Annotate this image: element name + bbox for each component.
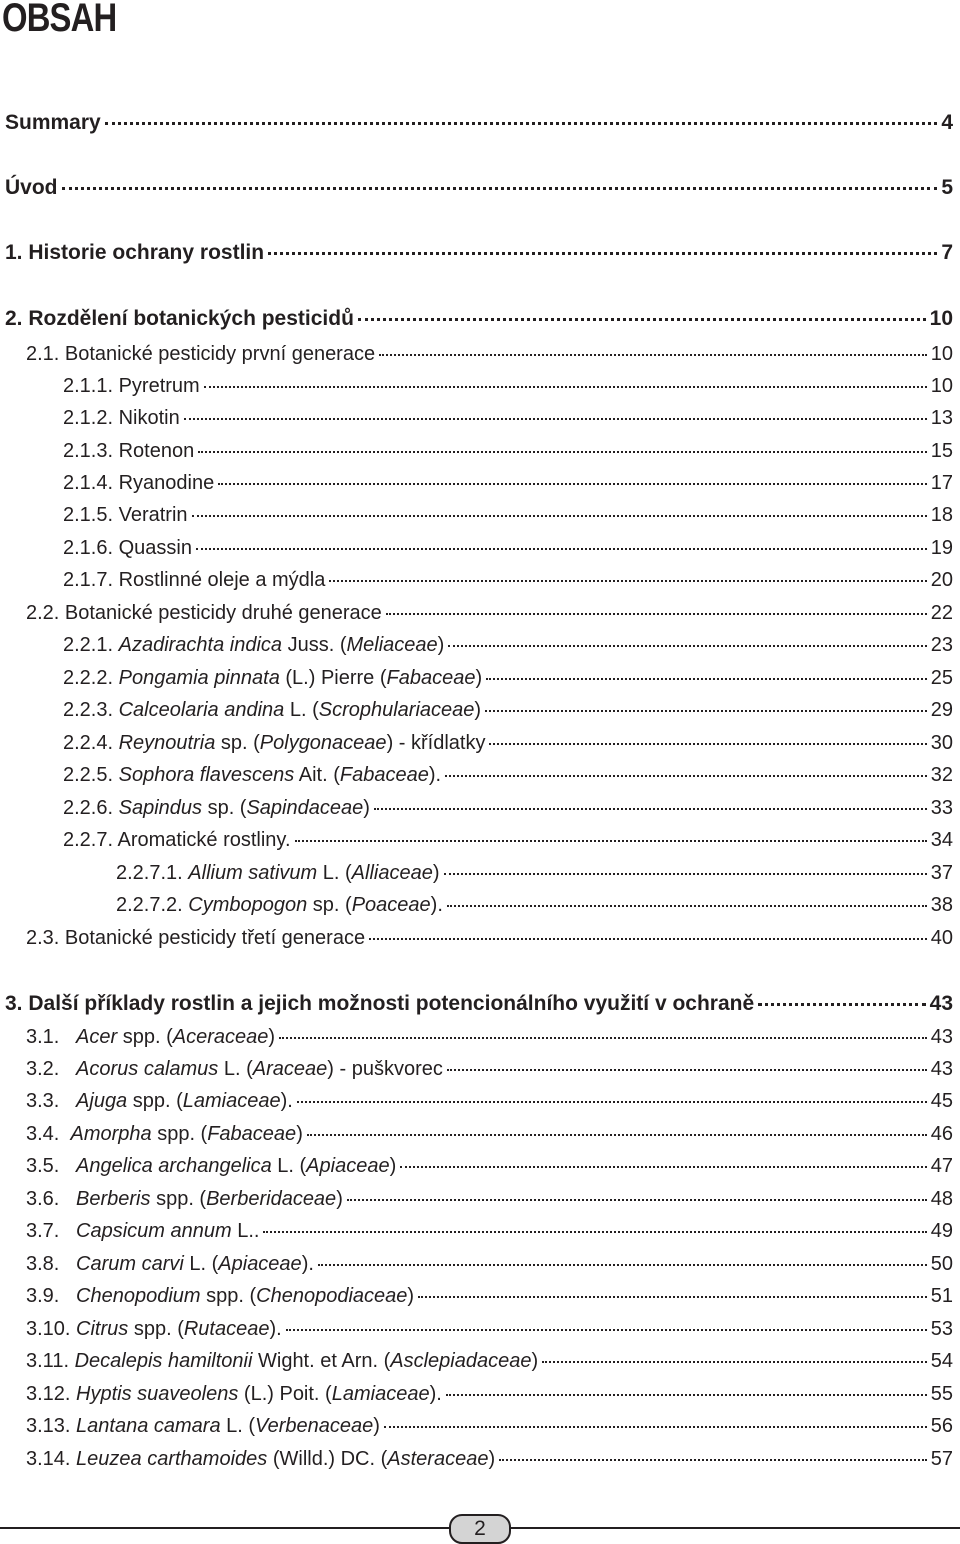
- toc-entry-label: 2.1.5. Veratrin: [63, 504, 188, 526]
- toc-entry[interactable]: [26, 336, 953, 366]
- toc-entry[interactable]: [26, 1343, 953, 1373]
- toc-entry-page: 10: [930, 375, 953, 397]
- toc-entry[interactable]: [63, 465, 953, 495]
- toc-entry-label: 2.1.2. Nikotin: [63, 407, 180, 429]
- toc-entry-label: 3.7. Capsicum annum L..: [26, 1220, 260, 1242]
- toc-entry-label: 3.2. Acorus calamus L. (Araceae) - puškvorec: [26, 1058, 443, 1080]
- toc-entry[interactable]: [63, 530, 953, 560]
- toc-entry[interactable]: [63, 660, 953, 690]
- toc-entry-label: 2.2.4. Reynoutria sp. (Polygonaceae) - křídlatky: [63, 732, 486, 754]
- dot-leader: [358, 300, 926, 321]
- toc-entry-page: 15: [930, 440, 953, 462]
- dot-leader: [447, 887, 927, 907]
- page-title: OBSAH: [2, 0, 117, 40]
- dot-leader: [499, 1441, 927, 1461]
- toc-entry-page: 23: [930, 634, 953, 656]
- toc-entry-label: 3.11. Decalepis hamiltonii Wight. et Arn. (Asclepiadaceae): [26, 1350, 539, 1372]
- dot-leader: [184, 400, 927, 420]
- toc-entry-page: 32: [930, 764, 953, 786]
- toc-entry[interactable]: [63, 368, 953, 398]
- toc-entry-label: 3. Další příklady rostlin a jejich možnosti potencionálního využití v ochraně: [5, 992, 755, 1015]
- toc-entry-page: 49: [930, 1220, 953, 1242]
- toc-entry-page: 13: [930, 407, 953, 429]
- toc-entry[interactable]: [26, 1311, 953, 1341]
- toc-entry-label: 2. Rozdělení botanických pesticidů: [5, 307, 354, 330]
- toc-entry[interactable]: [5, 104, 953, 134]
- toc-entry[interactable]: [5, 300, 953, 330]
- toc-entry-label: 2.3. Botanické pesticidy třetí generace: [26, 927, 366, 949]
- toc-entry[interactable]: [26, 1408, 953, 1438]
- toc-entry-page: 53: [930, 1318, 953, 1340]
- toc-entry-label: 2.2.2. Pongamia pinnata (L.) Pierre (Fabaceae): [63, 667, 483, 689]
- toc-entry-label: 3.10. Citrus spp. (Rutaceae).: [26, 1318, 282, 1340]
- dot-leader: [268, 234, 937, 255]
- toc-entry-page: 22: [930, 602, 953, 624]
- dot-leader: [448, 627, 926, 647]
- toc-entry-label: 2.2.5. Sophora flavescens Ait. (Fabaceae).: [63, 764, 442, 786]
- dot-leader: [295, 822, 927, 842]
- dot-leader: [192, 497, 927, 517]
- toc-entry-page: 43: [930, 1026, 953, 1048]
- toc-entry-page: 5: [941, 176, 953, 199]
- dot-leader: [204, 368, 927, 388]
- toc-entry-page: 50: [930, 1253, 953, 1275]
- toc-entry-label: 2.2.3. Calceolaria andina L. (Scrophulariaceae): [63, 699, 482, 721]
- toc-entry-label: Summary: [5, 111, 101, 134]
- toc-entry-label: 3.5. Angelica archangelica L. (Apiaceae): [26, 1155, 397, 1177]
- toc-entry[interactable]: [63, 757, 953, 787]
- toc-entry[interactable]: [5, 169, 953, 199]
- toc-entry[interactable]: [63, 497, 953, 527]
- toc-entry[interactable]: [63, 725, 953, 755]
- toc-entry[interactable]: [26, 1213, 953, 1243]
- toc-entry[interactable]: [116, 887, 953, 917]
- dot-leader: [485, 692, 927, 712]
- toc-entry[interactable]: [26, 1083, 953, 1113]
- toc-entry[interactable]: [26, 595, 953, 625]
- dot-leader: [318, 1246, 927, 1266]
- toc-entry[interactable]: [26, 1278, 953, 1308]
- page-number-badge: 2: [449, 1514, 511, 1544]
- dot-leader: [196, 530, 927, 550]
- toc-entry-label: 3.3. Ajuga spp. (Lamiaceae).: [26, 1090, 293, 1112]
- toc-entry-page: 18: [930, 504, 953, 526]
- toc-entry[interactable]: [26, 1441, 953, 1471]
- toc-entry[interactable]: [26, 1376, 953, 1406]
- dot-leader: [198, 433, 927, 453]
- toc-entry-page: 7: [941, 241, 953, 264]
- toc-entry-label: 2.2.1. Azadirachta indica Juss. (Meliaceae): [63, 634, 445, 656]
- toc-entry[interactable]: [63, 400, 953, 430]
- dot-leader: [445, 757, 927, 777]
- toc-entry-page: 17: [930, 472, 953, 494]
- toc-entry-label: 2.2. Botanické pesticidy druhé generace: [26, 602, 382, 624]
- toc-entry-page: 25: [930, 667, 953, 689]
- dot-leader: [263, 1213, 926, 1233]
- dot-leader: [307, 1116, 927, 1136]
- dot-leader: [418, 1278, 927, 1298]
- toc-entry[interactable]: [26, 1246, 953, 1276]
- dot-leader: [279, 1019, 927, 1039]
- toc-entry-label: 2.1.6. Quassin: [63, 537, 192, 559]
- toc-entry-label: 2.1.3. Rotenon: [63, 440, 195, 462]
- toc-entry[interactable]: [26, 1051, 953, 1081]
- toc-entry[interactable]: [26, 1019, 953, 1049]
- toc-entry-page: 55: [930, 1383, 953, 1405]
- toc-entry-label: 3.12. Hyptis suaveolens (L.) Poit. (Lamiaceae).: [26, 1383, 442, 1405]
- toc-entry-label: 2.1.7. Rostlinné oleje a mýdla: [63, 569, 326, 591]
- toc-entry[interactable]: [63, 692, 953, 722]
- toc-entry-page: 19: [930, 537, 953, 559]
- toc-entry-page: 33: [930, 797, 953, 819]
- toc-entry-page: 56: [930, 1415, 953, 1437]
- toc-entry-page: 47: [930, 1155, 953, 1177]
- toc-entry-page: 46: [930, 1123, 953, 1145]
- dot-leader: [489, 725, 926, 745]
- toc-entry-label: 3.4. Amorpha spp. (Fabaceae): [26, 1123, 303, 1145]
- dot-leader: [218, 465, 927, 485]
- dot-leader: [384, 1408, 927, 1428]
- dot-leader: [297, 1083, 927, 1103]
- toc-entry-page: 48: [930, 1188, 953, 1210]
- toc-entry-page: 54: [930, 1350, 953, 1372]
- toc-entry[interactable]: [63, 790, 953, 820]
- toc-entry-page: 20: [930, 569, 953, 591]
- toc-entry-label: 3.9. Chenopodium spp. (Chenopodiaceae): [26, 1285, 415, 1307]
- toc-entry-label: 1. Historie ochrany rostlin: [5, 241, 265, 264]
- toc-entry-label: 2.2.7. Aromatické rostliny.: [63, 829, 291, 851]
- dot-leader: [347, 1181, 927, 1201]
- toc-entry-page: 38: [930, 894, 953, 916]
- dot-leader: [386, 595, 927, 615]
- dot-leader: [486, 660, 927, 680]
- toc-entry[interactable]: [63, 562, 953, 592]
- toc-entry-page: 4: [941, 111, 953, 134]
- toc-entry[interactable]: [116, 855, 953, 885]
- toc-entry[interactable]: [26, 1116, 953, 1146]
- toc-entry[interactable]: [63, 433, 953, 463]
- dot-leader: [374, 790, 927, 810]
- toc-entry-page: 45: [930, 1090, 953, 1112]
- toc-entry-page: 10: [929, 307, 953, 330]
- toc-entry-label: 2.1.1. Pyretrum: [63, 375, 200, 397]
- toc-entry-page: 30: [930, 732, 953, 754]
- dot-leader: [329, 562, 926, 582]
- dot-leader: [758, 985, 925, 1006]
- toc-entry-page: 57: [930, 1448, 953, 1470]
- toc-entry-page: 29: [930, 699, 953, 721]
- dot-leader: [105, 104, 938, 125]
- dot-leader: [286, 1311, 927, 1331]
- toc-entry-label: Úvod: [5, 176, 58, 199]
- toc-entry-label: 2.2.7.1. Allium sativum L. (Alliaceae): [116, 862, 440, 884]
- dot-leader: [446, 1376, 927, 1396]
- toc-entry-label: 3.6. Berberis spp. (Berberidaceae): [26, 1188, 343, 1210]
- dot-leader: [379, 336, 927, 356]
- toc-entry-page: 40: [930, 927, 953, 949]
- toc-entry-label: 2.2.6. Sapindus sp. (Sapindaceae): [63, 797, 370, 819]
- toc-entry-label: 3.8. Carum carvi L. (Apiaceae).: [26, 1253, 314, 1275]
- toc-entry-page: 10: [930, 343, 953, 365]
- toc-entry-page: 51: [930, 1285, 953, 1307]
- toc-entry[interactable]: [5, 234, 953, 264]
- toc-entry-page: 37: [930, 862, 953, 884]
- dot-leader: [400, 1148, 927, 1168]
- toc-entry-label: 3.1. Acer spp. (Aceraceae): [26, 1026, 276, 1048]
- toc-entry-label: 2.1. Botanické pesticidy první generace: [26, 343, 376, 365]
- toc-entry[interactable]: [63, 822, 953, 852]
- toc-entry-label: 2.1.4. Ryanodine: [63, 472, 215, 494]
- dot-leader: [447, 1051, 927, 1071]
- toc-entry[interactable]: [26, 1148, 953, 1178]
- toc-entry[interactable]: [26, 1181, 953, 1211]
- toc-entry-page: 43: [929, 992, 953, 1015]
- toc-entry-page: 43: [930, 1058, 953, 1080]
- dot-leader: [62, 169, 938, 190]
- dot-leader: [444, 855, 927, 875]
- toc-entry[interactable]: [5, 985, 953, 1015]
- toc-entry[interactable]: [63, 627, 953, 657]
- toc-entry-label: 3.14. Leuzea carthamoides (Willd.) DC. (Asteraceae): [26, 1448, 496, 1470]
- toc-entry-label: 2.2.7.2. Cymbopogon sp. (Poaceae).: [116, 894, 443, 916]
- toc-entry[interactable]: [26, 920, 953, 950]
- toc-entry-page: 34: [930, 829, 953, 851]
- toc-entry-label: 3.13. Lantana camara L. (Verbenaceae): [26, 1415, 380, 1437]
- dot-leader: [369, 920, 927, 940]
- dot-leader: [542, 1343, 927, 1363]
